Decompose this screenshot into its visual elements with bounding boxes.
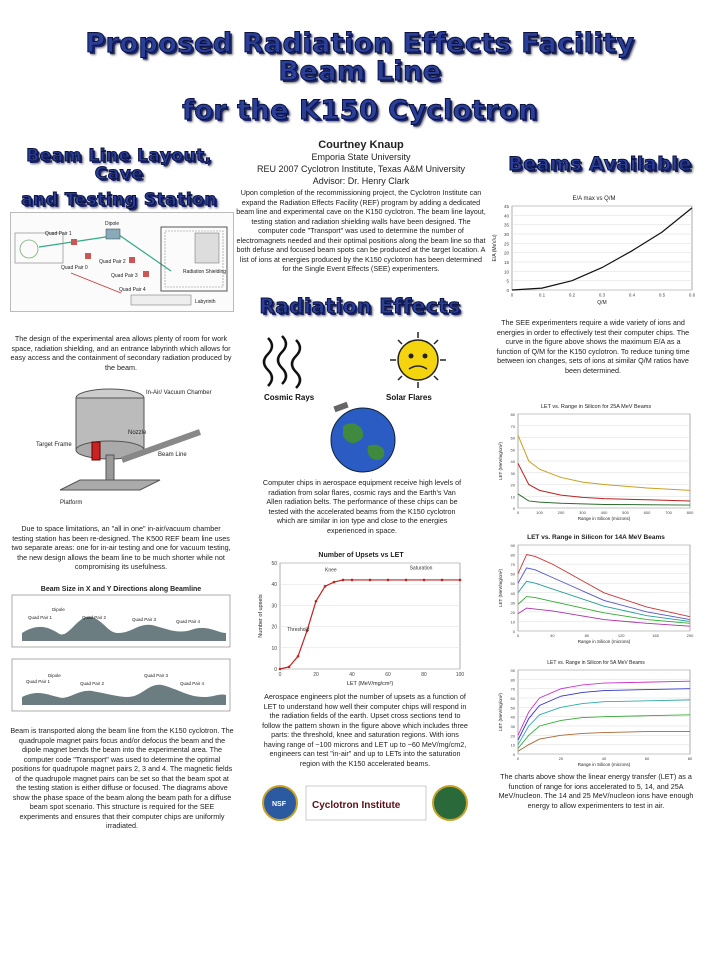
x-tick-label: 100 [536,510,543,515]
data-point [342,579,345,582]
x-tick-label: 400 [600,510,608,515]
beam-x-quad1: Quad Pair 1 [28,615,53,620]
upsets-chart [256,552,466,690]
let14-svg [496,541,696,645]
y-tick-label: 50 [510,705,515,711]
let5-svg [496,666,696,768]
y-tick-label: 20 [503,250,509,256]
y-tick-label: 0 [512,506,515,511]
let25-svg [496,410,696,522]
beam-size-diagram [8,586,234,720]
y-tick-label: 40 [510,590,515,596]
y-tick-label: 45 [503,204,509,209]
y-tick-label: 40 [510,459,515,464]
y-axis-label: LET (MeV/mg/cm²) [498,569,503,607]
y-tick-label: 30 [271,603,277,610]
x-tick-label: 40 [601,756,607,761]
y-axis-label: E/A (MeV/u) [492,234,498,262]
x-tick-label: 0.1 [538,292,546,298]
y-tick-label: 20 [271,624,277,631]
computer-chips-text: Computer chips in aerospace equipment receive high levels of radiation from solar flares, cosmic rays and the Earth's Van Allen radiation belts. The performance of these chips can be tested with the accelerated beams from the K150 cyclotron which are similar in ion type and close to the energies experienced in space. [262,478,462,535]
let5-chart [496,660,696,770]
ea-svg [490,202,698,306]
y-tick-label: 20 [510,609,515,615]
x-tick-label: 0 [516,633,520,638]
data-point [351,579,354,582]
x-tick-label: 160 [652,633,659,638]
intro-text: Upon completion of the recommissioning project, the Cyclotron Institute can expand the Radiation Effects Facility (REF) program by adding a dedicated beam line and experimental cave on the K150 cyclotron. The beam line layout, testing station and radiation shielding walls have been designed. The computer code "Transport" was used to determine the number of electromagnets needed and their optimal positions along the beam line so that both defuse and focused beam spots can be produced at the target location. A list of ions at energies produced by the K150 cyclotron has been determined for the Single Event Effects (SEE) experimenters. [236,188,486,273]
y-tick-label: 80 [510,552,515,558]
beam-line-layout-diagram [10,212,234,312]
y-tick-label: 15 [503,260,509,265]
data-point [297,655,300,658]
y-tick-label: 5 [506,278,509,284]
label-shielding: Radiation Shielding [183,269,227,275]
y-tick-label: 30 [510,724,515,729]
x-tick-label: 60 [385,672,391,678]
radiation-svg [258,328,468,473]
logos-row [262,782,472,824]
y-tick-label: 40 [503,213,509,219]
label-quad3: Quad Pair 3 [111,273,138,279]
x-tick-label: 600 [643,510,651,515]
transport-text: Beam is transported along the beam line from the K150 cyclotron. The quadrupole magnet pairs focus and/or defocus the beam and the dipole magnet bends the beam into the experimental area. The computer code "Transport" was used to determine the optimal positions for quadrupole magnet pairs 2, 3 and 4. The magnetic fields of the quadrupole magnet pairs can be set so that the beam spot at the testing station is either diffuse or focused. The diagrams above show the phase space of the beam along the beam path for a diffuse beam spot scenario. This structure is required for the SEE experiments and ensures that their computer chips are uniformly irradiated. [10,726,234,830]
y-axis-label: LET (MeV/mg/cm²) [498,693,503,731]
upsets-svg [256,559,466,687]
heading-beam-line-2: and Testing Station [21,189,217,210]
x-tick-label: 0 [516,510,520,515]
y-tick-label: 0 [512,629,515,634]
beam-x-quad2: Quad Pair 2 [82,615,107,620]
y-tick-label: 90 [510,668,515,673]
x-tick-label: 0 [278,672,282,678]
data-point [333,581,336,584]
nsf-logo-text: NSF [272,801,286,808]
doe-logo [433,786,467,820]
let14-chart-title: LET vs. Range in Silicon for 14A MeV Beams [527,534,665,541]
y-tick-label: 40 [271,582,277,589]
y-tick-label: 10 [510,742,515,748]
x-tick-label: 300 [579,510,586,515]
label-quad2: Quad Pair 2 [99,259,126,265]
data-point [423,579,426,582]
label-in-air: In-Air/ Vacuum Chamber [146,390,212,396]
space-text: Due to space limitations, an "all in one" in-air/vacuum chamber testing station has been re-designed. The K500 REF beam line uses two separate areas: one for in-air testing and one for vacuum testing, the new design allows the beam line to be much shorter while not compromising its usefulness. [11,524,231,571]
x-tick-label: 20 [313,672,319,678]
author-program: REU 2007 Cyclotron Institute, Texas A&M University [257,163,465,174]
heading-beam-line-1: Beam Line Layout, Cave [26,146,212,184]
data-point [387,579,390,582]
y-tick-label: 0 [512,752,515,757]
x-axis-label: Q/M [597,300,607,306]
label-quad1: Quad Pair 1 [45,231,72,237]
y-tick-label: 60 [510,696,515,701]
y-tick-label: 80 [510,677,515,683]
author-block [232,138,490,187]
charts-caption-text: The charts above show the linear energy transfer (LET) as a function of range for ions accelerated to 5, 14, and 25A MeV/nucleon. The 14 and 25 MeV/nucleon ions have enough energy to allow experimenters to test in air. [498,772,694,810]
beam-y-quad3: Quad Pair 3 [144,673,169,678]
x-tick-label: 0.6 [688,292,696,298]
label-solar-flares: Solar Flares [386,393,432,402]
upsets-chart-title: Number of Upsets vs LET [318,552,404,559]
data-point [459,579,462,582]
y-tick-label: 20 [510,482,515,488]
data-point [279,668,282,671]
satellite-icon [333,402,348,412]
label-beam-line: Beam Line [158,452,187,458]
author-advisor: Advisor: Dr. Henry Clark [312,175,410,186]
annotation-knee: Knee [325,567,337,574]
y-tick-label: 30 [510,600,515,606]
x-tick-label: 0 [510,292,514,298]
see-text: The SEE experimenters require a wide variety of ions and energies in order to effectively test their computer chips. The curve in the figure above shows the maximum E/A as a function of Q/M for the K150 cyclotron. To reduce tuning time between ion changes, sets of ions at similar Q/M ratios have been determined. [496,318,690,375]
author-university: Emporia State University [311,152,411,163]
y-tick-label: 30 [503,232,509,237]
logos-svg [262,782,472,824]
aerospace-text: Aerospace engineers plot the number of upsets as a function of LET to understand how well their computer chips will respond in the radiation fields of the earth. Upset cross sections tend to follow the pattern shown in the figure above which includes three parts: the threshold, knee and saturation regions. With ions having range of ~100 microns and LET up to ~60 MeV/mg/cm2, engineers can test "in-air" and up to LETs into the saturation region with the K150 accelerated beams. [262,692,468,768]
y-tick-label: 40 [510,714,515,720]
let25-chart-title: LET vs. Range in Silicon for 25A MeV Beams [540,404,652,410]
data-point [288,666,291,669]
author-name: Courtney Knaup [318,139,404,151]
y-tick-label: 70 [510,562,515,568]
let25-chart [496,404,696,524]
beam-x-dipole: Dipole [52,607,65,612]
label-nozzle: Nozzle [128,430,147,436]
label-dipole: Dipole [105,221,120,227]
x-axis-label: Range in Silicon (microns) [577,639,631,644]
data-point [315,600,318,603]
y-tick-label: 0 [506,288,509,293]
y-tick-label: 60 [510,435,515,441]
x-tick-label: 0.5 [658,292,666,298]
x-tick-label: 0 [516,756,520,761]
x-tick-label: 0.2 [568,292,576,298]
x-tick-label: 120 [617,633,625,638]
ea-chart [490,196,698,308]
y-tick-label: 90 [510,543,515,548]
x-tick-label: 0.4 [628,292,636,298]
x-tick-label: 800 [686,510,694,515]
label-quad0: Quad Pair 0 [61,265,88,271]
earth-icon [331,408,395,472]
y-tick-label: 70 [510,423,515,429]
let14-chart [496,534,696,646]
data-point [405,579,408,582]
x-tick-label: 20 [558,756,564,761]
x-tick-label: 200 [686,633,694,638]
y-tick-label: 10 [510,619,515,625]
label-quad4: Quad Pair 4 [119,287,146,293]
y-tick-label: 50 [510,447,515,453]
x-tick-label: 700 [665,510,672,515]
x-tick-label: 60 [644,756,650,761]
plot-area [512,206,692,290]
y-tick-label: 10 [271,645,277,652]
y-tick-label: 10 [503,269,509,275]
sun-icon [398,340,438,380]
y-tick-label: 60 [510,571,515,577]
poster-title-line-2: for the K150 Cyclotron [182,94,538,126]
y-tick-label: 25 [503,241,509,247]
x-axis-label: LET (MeV/mg/cm²) [346,681,394,687]
x-axis-label: Range in Silicon (microns) [577,762,631,767]
ea-chart-title: E/A max vs Q/M [572,196,616,202]
y-tick-label: 20 [510,733,515,739]
label-platform: Platform [60,500,83,506]
radiation-illustration [258,328,468,473]
label-cosmic-rays: Cosmic Rays [264,393,315,402]
beam-size-title: Beam Size in X and Y Directions along Beamline [40,586,202,593]
x-tick-label: 80 [584,633,590,638]
heading-radiation-effects: Radiation Effects [259,294,461,318]
testing-station-illustration [30,380,220,520]
x-tick-label: 100 [455,672,465,678]
annotation-saturation: Saturation [409,565,433,572]
y-tick-label: 50 [510,581,515,587]
beam-x-quad4: Quad Pair 4 [176,619,201,624]
beam-x-quad3: Quad Pair 3 [132,617,157,622]
x-tick-label: 80 [687,756,693,761]
design-text: The design of the experimental area allows plenty of room for work space, radiation shielding, and an entrance labyrinth which allows for easy access and the containment of secondary radiation produced by the beam. [10,334,232,372]
x-tick-label: 200 [557,510,565,515]
y-axis-label: LET (MeV/mg/cm²) [498,442,503,480]
beam-y-quad4: Quad Pair 4 [180,681,205,686]
plot-area [518,670,690,754]
y-tick-label: 0 [274,667,277,673]
y-tick-label: 30 [510,470,515,476]
data-point [369,579,372,582]
beam-y-quad1: Quad Pair 1 [26,679,51,684]
label-labyrinth: Labyrinth [195,299,216,305]
poster-title-line-1: Proposed Radiation Effects Facility Beam Line [85,28,635,88]
y-tick-label: 50 [271,561,277,567]
cyclotron-logo-text: Cyclotron Institute [312,800,401,811]
y-axis-label: Number of upsets [258,594,264,638]
x-tick-label: 500 [622,510,629,515]
x-tick-label: 40 [550,633,555,638]
y-tick-label: 70 [510,686,515,692]
heading-beam-line [8,148,230,210]
x-axis-label: Range in Silicon (microns) [577,516,631,521]
testing-station-svg [30,380,220,520]
x-tick-label: 0.3 [598,292,606,298]
layout-svg [11,213,233,311]
x-tick-label: 80 [421,672,427,678]
data-point [441,579,444,582]
y-tick-label: 35 [503,222,509,228]
annotation-threshold: Threshold [287,626,310,633]
x-tick-label: 40 [349,672,355,678]
heading-beams-available: Beams Available [508,153,692,175]
beam-y-quad2: Quad Pair 2 [80,681,105,686]
beam-y-dipole: Dipole [48,673,61,678]
let5-chart-title: LET vs. Range in Silicon for 5A MeV Beams [547,660,645,666]
y-tick-label: 80 [510,412,515,417]
y-tick-label: 10 [510,494,515,500]
label-target-frame: Target Frame [36,442,72,448]
beam-size-svg [8,593,234,717]
data-point [324,585,327,588]
poster-title [80,30,640,125]
